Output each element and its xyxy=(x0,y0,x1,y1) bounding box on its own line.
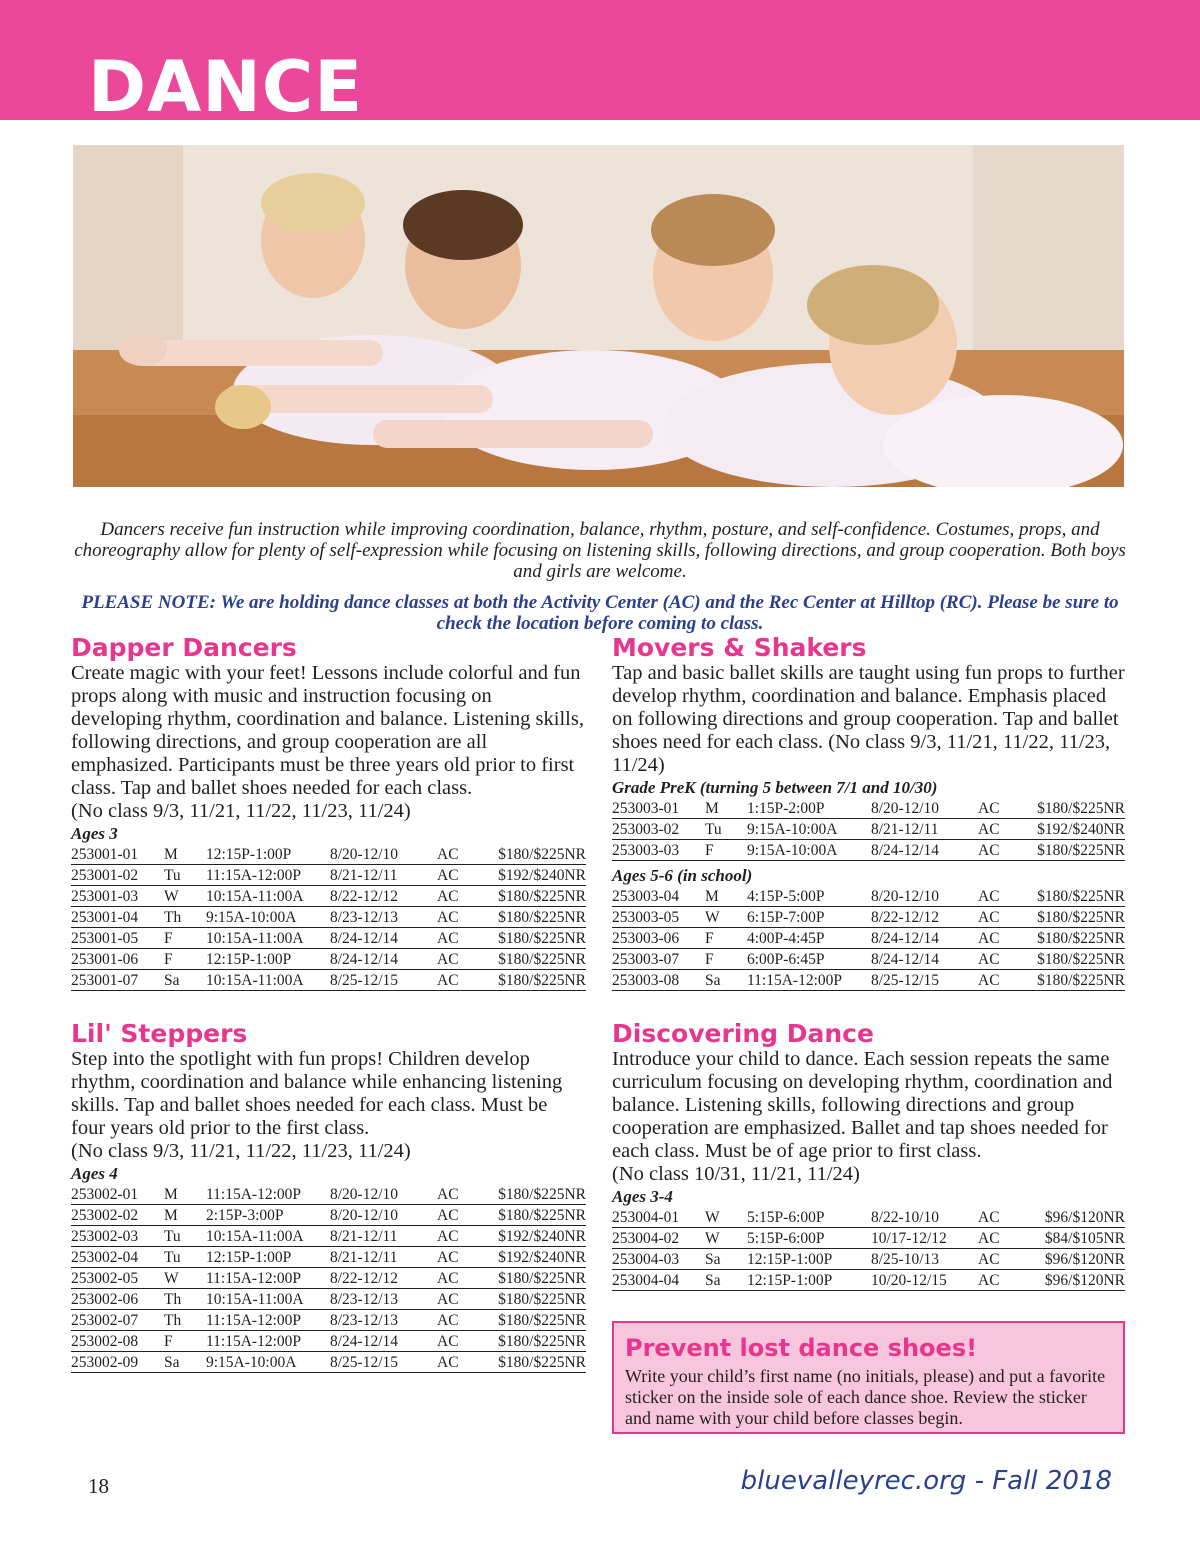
schedule-table xyxy=(71,1184,586,1373)
table-row xyxy=(71,1205,586,1226)
class-day: Th xyxy=(164,907,206,928)
class-code: 253003-08 xyxy=(612,970,705,991)
class-fee: $180/$225NR xyxy=(489,844,586,865)
class-dates: 8/22-12/12 xyxy=(871,907,978,928)
class-day: Tu xyxy=(164,865,206,886)
class-code: 253002-02 xyxy=(71,1205,164,1226)
schedule-table xyxy=(71,844,586,991)
class-location: AC xyxy=(437,1226,489,1247)
section-description: Introduce your child to dance. Each session repeats the same curriculum focusing on developing rhythm, coordination and balance. Listening skills, following directions and group cooperation are emphasized. Ballet and tap shoes needed for each class. Must be of age prior to first class. xyxy=(612,1048,1113,1162)
class-fee: $180/$225NR xyxy=(1030,907,1125,928)
intro-text: Dancers receive fun instruction while improving coordination, balance, rhythm, posture, and self-confidence. Costumes, props, and choreography allow for plenty of self-expression while focusing on listening skills, following directions, and group cooperation. Both boys and girls are welcome. xyxy=(74,519,1126,582)
table-row xyxy=(71,970,586,991)
class-time: 2:15P-3:00P xyxy=(206,1205,330,1226)
schedule-groups xyxy=(71,824,586,991)
age-group-label: Grade PreK (turning 5 between 7/1 and 10/30) xyxy=(612,778,938,797)
class-time: 11:15A-12:00P xyxy=(747,970,871,991)
class-fee: $96/$120NR xyxy=(1030,1249,1125,1270)
table-row xyxy=(71,1226,586,1247)
class-fee: $180/$225NR xyxy=(489,1184,586,1205)
class-location: AC xyxy=(437,844,489,865)
class-location: AC xyxy=(978,840,1030,861)
class-location: AC xyxy=(437,886,489,907)
class-fee: $180/$225NR xyxy=(489,970,586,991)
class-day: M xyxy=(164,844,206,865)
table-row xyxy=(71,907,586,928)
class-location: AC xyxy=(437,1310,489,1331)
class-location: AC xyxy=(437,1205,489,1226)
class-time: 11:15A-12:00P xyxy=(206,1184,330,1205)
table-row xyxy=(71,844,586,865)
class-day: Tu xyxy=(164,1247,206,1268)
class-dates: 8/23-12/13 xyxy=(330,907,437,928)
table-row xyxy=(612,1270,1125,1291)
table-row xyxy=(612,886,1125,907)
class-fee: $84/$105NR xyxy=(1030,1228,1125,1249)
class-code: 253001-04 xyxy=(71,907,164,928)
class-day: Sa xyxy=(705,1270,747,1291)
class-fee: $180/$225NR xyxy=(489,1310,586,1331)
table-row xyxy=(612,907,1125,928)
class-location: AC xyxy=(978,970,1030,991)
class-day: M xyxy=(164,1184,206,1205)
class-code: 253001-01 xyxy=(71,844,164,865)
class-location: AC xyxy=(978,907,1030,928)
class-code: 253002-01 xyxy=(71,1184,164,1205)
class-location: AC xyxy=(437,928,489,949)
class-time: 5:15P-6:00P xyxy=(747,1228,871,1249)
class-fee: $180/$225NR xyxy=(489,907,586,928)
class-fee: $96/$120NR xyxy=(1030,1207,1125,1228)
class-fee: $180/$225NR xyxy=(489,1289,586,1310)
tip-title: Prevent lost dance shoes! xyxy=(625,1334,978,1362)
class-code: 253004-02 xyxy=(612,1228,705,1249)
class-day: Tu xyxy=(705,819,747,840)
class-location: AC xyxy=(978,819,1030,840)
table-row xyxy=(71,1352,586,1373)
class-time: 12:15P-1:00P xyxy=(206,949,330,970)
class-fee: $192/$240NR xyxy=(489,1247,586,1268)
class-fee: $192/$240NR xyxy=(1030,819,1125,840)
class-time: 5:15P-6:00P xyxy=(747,1207,871,1228)
class-code: 253003-03 xyxy=(612,840,705,861)
class-location: AC xyxy=(437,1289,489,1310)
class-fee: $180/$225NR xyxy=(489,1268,586,1289)
section-title: Dapper Dancers xyxy=(71,633,297,662)
footer-site: bluevalleyrec.org - Fall 2018 xyxy=(740,1466,1112,1496)
class-location: AC xyxy=(978,1228,1030,1249)
schedule-table xyxy=(612,798,1125,861)
table-row xyxy=(612,1249,1125,1270)
class-location: AC xyxy=(437,949,489,970)
class-dates: 8/25-12/15 xyxy=(330,970,437,991)
schedule-table xyxy=(612,886,1125,991)
class-code: 253002-03 xyxy=(71,1226,164,1247)
class-time: 10:15A-11:00A xyxy=(206,1289,330,1310)
table-row xyxy=(612,970,1125,991)
class-day: F xyxy=(164,928,206,949)
class-fee: $180/$225NR xyxy=(489,928,586,949)
schedule-groups xyxy=(71,1164,586,1373)
no-class-dates: (No class 9/3, 11/21, 11/22, 11/23, 11/24) xyxy=(71,1140,411,1162)
class-dates: 8/25-12/15 xyxy=(330,1352,437,1373)
class-fee: $96/$120NR xyxy=(1030,1270,1125,1291)
class-dates: 8/22-12/12 xyxy=(330,1268,437,1289)
class-code: 253001-03 xyxy=(71,886,164,907)
class-location: AC xyxy=(437,1184,489,1205)
class-dates: 8/24-12/14 xyxy=(330,928,437,949)
page-title: DANCE xyxy=(88,46,364,128)
table-row xyxy=(71,1331,586,1352)
class-time: 10:15A-11:00A xyxy=(206,970,330,991)
table-row xyxy=(612,1228,1125,1249)
class-dates: 8/20-12/10 xyxy=(330,1205,437,1226)
class-code: 253001-02 xyxy=(71,865,164,886)
class-location: AC xyxy=(978,1270,1030,1291)
class-day: M xyxy=(705,798,747,819)
class-time: 12:15P-1:00P xyxy=(747,1270,871,1291)
class-dates: 8/24-12/14 xyxy=(330,1331,437,1352)
class-location: AC xyxy=(437,1352,489,1373)
class-code: 253003-06 xyxy=(612,928,705,949)
class-location: AC xyxy=(978,886,1030,907)
location-note: PLEASE NOTE: We are holding dance classes at both the Activity Center (AC) and the Rec Center at Hilltop (RC). Please be sure to check the location before coming to class. xyxy=(81,592,1119,634)
table-row xyxy=(71,1184,586,1205)
table-row xyxy=(612,949,1125,970)
class-time: 10:15A-11:00A xyxy=(206,886,330,907)
section-title: Movers & Shakers xyxy=(612,633,867,662)
class-dates: 8/20-12/10 xyxy=(330,844,437,865)
class-time: 10:15A-11:00A xyxy=(206,1226,330,1247)
class-dates: 8/21-12/11 xyxy=(330,1226,437,1247)
class-day: F xyxy=(705,949,747,970)
age-group-label: Ages 3-4 xyxy=(612,1187,673,1206)
table-row xyxy=(71,1289,586,1310)
class-location: AC xyxy=(437,970,489,991)
section-description: Tap and basic ballet skills are taught using fun props to further develop rhythm, coordination and balance. Emphasis placed on following directions and group cooperation. Tap and ballet shoes need for each class. (No class 9/3, 11/21, 11/22, 11/23, 11/24) xyxy=(612,662,1125,776)
table-row xyxy=(71,928,586,949)
class-day: W xyxy=(705,1228,747,1249)
class-time: 12:15P-1:00P xyxy=(747,1249,871,1270)
schedule-table xyxy=(612,1207,1125,1291)
class-code: 253002-04 xyxy=(71,1247,164,1268)
table-row xyxy=(71,1247,586,1268)
class-time: 6:15P-7:00P xyxy=(747,907,871,928)
class-time: 1:15P-2:00P xyxy=(747,798,871,819)
class-fee: $180/$225NR xyxy=(1030,798,1125,819)
class-day: Th xyxy=(164,1310,206,1331)
schedule-groups xyxy=(612,1187,1125,1291)
class-code: 253003-04 xyxy=(612,886,705,907)
hero-photo xyxy=(73,145,1124,487)
class-code: 253001-06 xyxy=(71,949,164,970)
class-day: W xyxy=(164,886,206,907)
class-time: 12:15P-1:00P xyxy=(206,1247,330,1268)
class-code: 253002-05 xyxy=(71,1268,164,1289)
class-dates: 10/17-12/12 xyxy=(871,1228,978,1249)
class-location: AC xyxy=(978,949,1030,970)
no-class-dates: (No class 10/31, 11/21, 11/24) xyxy=(612,1163,860,1185)
class-dates: 8/24-12/14 xyxy=(871,928,978,949)
class-dates: 8/23-12/13 xyxy=(330,1310,437,1331)
class-location: AC xyxy=(978,928,1030,949)
class-location: AC xyxy=(437,907,489,928)
age-group-label: Ages 5-6 (in school) xyxy=(612,866,753,885)
class-dates: 8/21-12/11 xyxy=(330,865,437,886)
section-movers-shakers xyxy=(612,633,1125,991)
section-discovering-dance xyxy=(612,1019,1125,1291)
class-day: Sa xyxy=(705,1249,747,1270)
class-code: 253003-07 xyxy=(612,949,705,970)
class-fee: $192/$240NR xyxy=(489,1226,586,1247)
class-dates: 8/20-12/10 xyxy=(871,798,978,819)
table-row xyxy=(71,865,586,886)
class-code: 253003-01 xyxy=(612,798,705,819)
class-location: AC xyxy=(437,1331,489,1352)
class-dates: 8/22-12/12 xyxy=(330,886,437,907)
no-class-dates: (No class 9/3, 11/21, 11/22, 11/23, 11/24) xyxy=(71,800,411,822)
class-dates: 8/22-10/10 xyxy=(871,1207,978,1228)
class-code: 253002-08 xyxy=(71,1331,164,1352)
section-description: Step into the spotlight with fun props! Children develop rhythm, coordination and balance while enhancing listening skills. Tap and ballet shoes needed for each class. Must be four years old prior to the first class. xyxy=(71,1048,563,1139)
class-time: 6:00P-6:45P xyxy=(747,949,871,970)
class-time: 9:15A-10:00A xyxy=(206,1352,330,1373)
table-row xyxy=(612,819,1125,840)
class-day: Sa xyxy=(705,970,747,991)
class-fee: $180/$225NR xyxy=(1030,970,1125,991)
class-day: Sa xyxy=(164,1352,206,1373)
class-day: W xyxy=(164,1268,206,1289)
class-time: 4:00P-4:45P xyxy=(747,928,871,949)
class-time: 11:15A-12:00P xyxy=(206,1268,330,1289)
page-number: 18 xyxy=(88,1474,109,1498)
class-day: F xyxy=(705,840,747,861)
section-lil-steppers xyxy=(71,1019,586,1373)
class-location: AC xyxy=(978,798,1030,819)
class-location: AC xyxy=(437,865,489,886)
table-row xyxy=(71,1310,586,1331)
class-dates: 8/24-12/14 xyxy=(871,949,978,970)
tip-text: Write your child’s first name (no initials, please) and put a favorite sticker on the inside sole of each dance shoe. Review the sticker and name with your child before classes begin. xyxy=(625,1366,1106,1428)
class-code: 253002-06 xyxy=(71,1289,164,1310)
class-fee: $180/$225NR xyxy=(1030,840,1125,861)
table-row xyxy=(612,840,1125,861)
class-day: W xyxy=(705,1207,747,1228)
class-fee: $180/$225NR xyxy=(489,949,586,970)
class-time: 11:15A-12:00P xyxy=(206,1310,330,1331)
class-day: Tu xyxy=(164,1226,206,1247)
class-time: 11:15A-12:00P xyxy=(206,1331,330,1352)
class-code: 253004-03 xyxy=(612,1249,705,1270)
section-description: Create magic with your feet! Lessons include colorful and fun props along with music and instruction focusing on developing rhythm, coordination and balance. Listening skills, following directions, and group cooperation are all emphasized. Participants must be three years old prior to first class. Tap and ballet shoes needed for each class. xyxy=(71,662,584,799)
class-dates: 8/24-12/14 xyxy=(871,840,978,861)
class-time: 9:15A-10:00A xyxy=(747,819,871,840)
class-time: 9:15A-10:00A xyxy=(206,907,330,928)
class-day: M xyxy=(164,1205,206,1226)
class-location: AC xyxy=(437,1268,489,1289)
class-fee: $180/$225NR xyxy=(489,1331,586,1352)
class-day: F xyxy=(164,949,206,970)
class-dates: 8/24-12/14 xyxy=(330,949,437,970)
class-code: 253003-02 xyxy=(612,819,705,840)
class-fee: $180/$225NR xyxy=(1030,886,1125,907)
table-row xyxy=(71,949,586,970)
class-location: AC xyxy=(978,1207,1030,1228)
table-row xyxy=(612,928,1125,949)
tip-box xyxy=(612,1321,1125,1434)
class-day: F xyxy=(164,1331,206,1352)
class-time: 4:15P-5:00P xyxy=(747,886,871,907)
class-fee: $180/$225NR xyxy=(1030,928,1125,949)
class-code: 253004-04 xyxy=(612,1270,705,1291)
class-fee: $180/$225NR xyxy=(489,1205,586,1226)
table-row xyxy=(612,1207,1125,1228)
table-row xyxy=(71,1268,586,1289)
class-dates: 10/20-12/15 xyxy=(871,1270,978,1291)
age-group-label: Ages 4 xyxy=(71,1164,118,1183)
class-location: AC xyxy=(978,1249,1030,1270)
class-dates: 8/25-10/13 xyxy=(871,1249,978,1270)
class-dates: 8/25-12/15 xyxy=(871,970,978,991)
class-dates: 8/20-12/10 xyxy=(871,886,978,907)
class-day: Th xyxy=(164,1289,206,1310)
class-fee: $180/$225NR xyxy=(489,1352,586,1373)
class-dates: 8/23-12/13 xyxy=(330,1289,437,1310)
class-code: 253003-05 xyxy=(612,907,705,928)
class-day: Sa xyxy=(164,970,206,991)
class-time: 10:15A-11:00A xyxy=(206,928,330,949)
section-title: Lil' Steppers xyxy=(71,1019,248,1048)
class-day: W xyxy=(705,907,747,928)
age-group-label: Ages 3 xyxy=(71,824,118,843)
class-code: 253002-07 xyxy=(71,1310,164,1331)
section-dapper-dancers xyxy=(71,633,586,991)
class-code: 253004-01 xyxy=(612,1207,705,1228)
table-row xyxy=(612,798,1125,819)
class-time: 9:15A-10:00A xyxy=(747,840,871,861)
class-fee: $180/$225NR xyxy=(489,886,586,907)
class-dates: 8/20-12/10 xyxy=(330,1184,437,1205)
class-location: AC xyxy=(437,1247,489,1268)
class-dates: 8/21-12/11 xyxy=(330,1247,437,1268)
table-row xyxy=(71,886,586,907)
class-fee: $180/$225NR xyxy=(1030,949,1125,970)
class-code: 253001-05 xyxy=(71,928,164,949)
class-time: 11:15A-12:00P xyxy=(206,865,330,886)
section-title: Discovering Dance xyxy=(612,1019,874,1048)
class-fee: $192/$240NR xyxy=(489,865,586,886)
class-code: 253002-09 xyxy=(71,1352,164,1373)
class-day: F xyxy=(705,928,747,949)
schedule-groups xyxy=(612,778,1125,991)
class-day: M xyxy=(705,886,747,907)
class-dates: 8/21-12/11 xyxy=(871,819,978,840)
class-time: 12:15P-1:00P xyxy=(206,844,330,865)
class-code: 253001-07 xyxy=(71,970,164,991)
